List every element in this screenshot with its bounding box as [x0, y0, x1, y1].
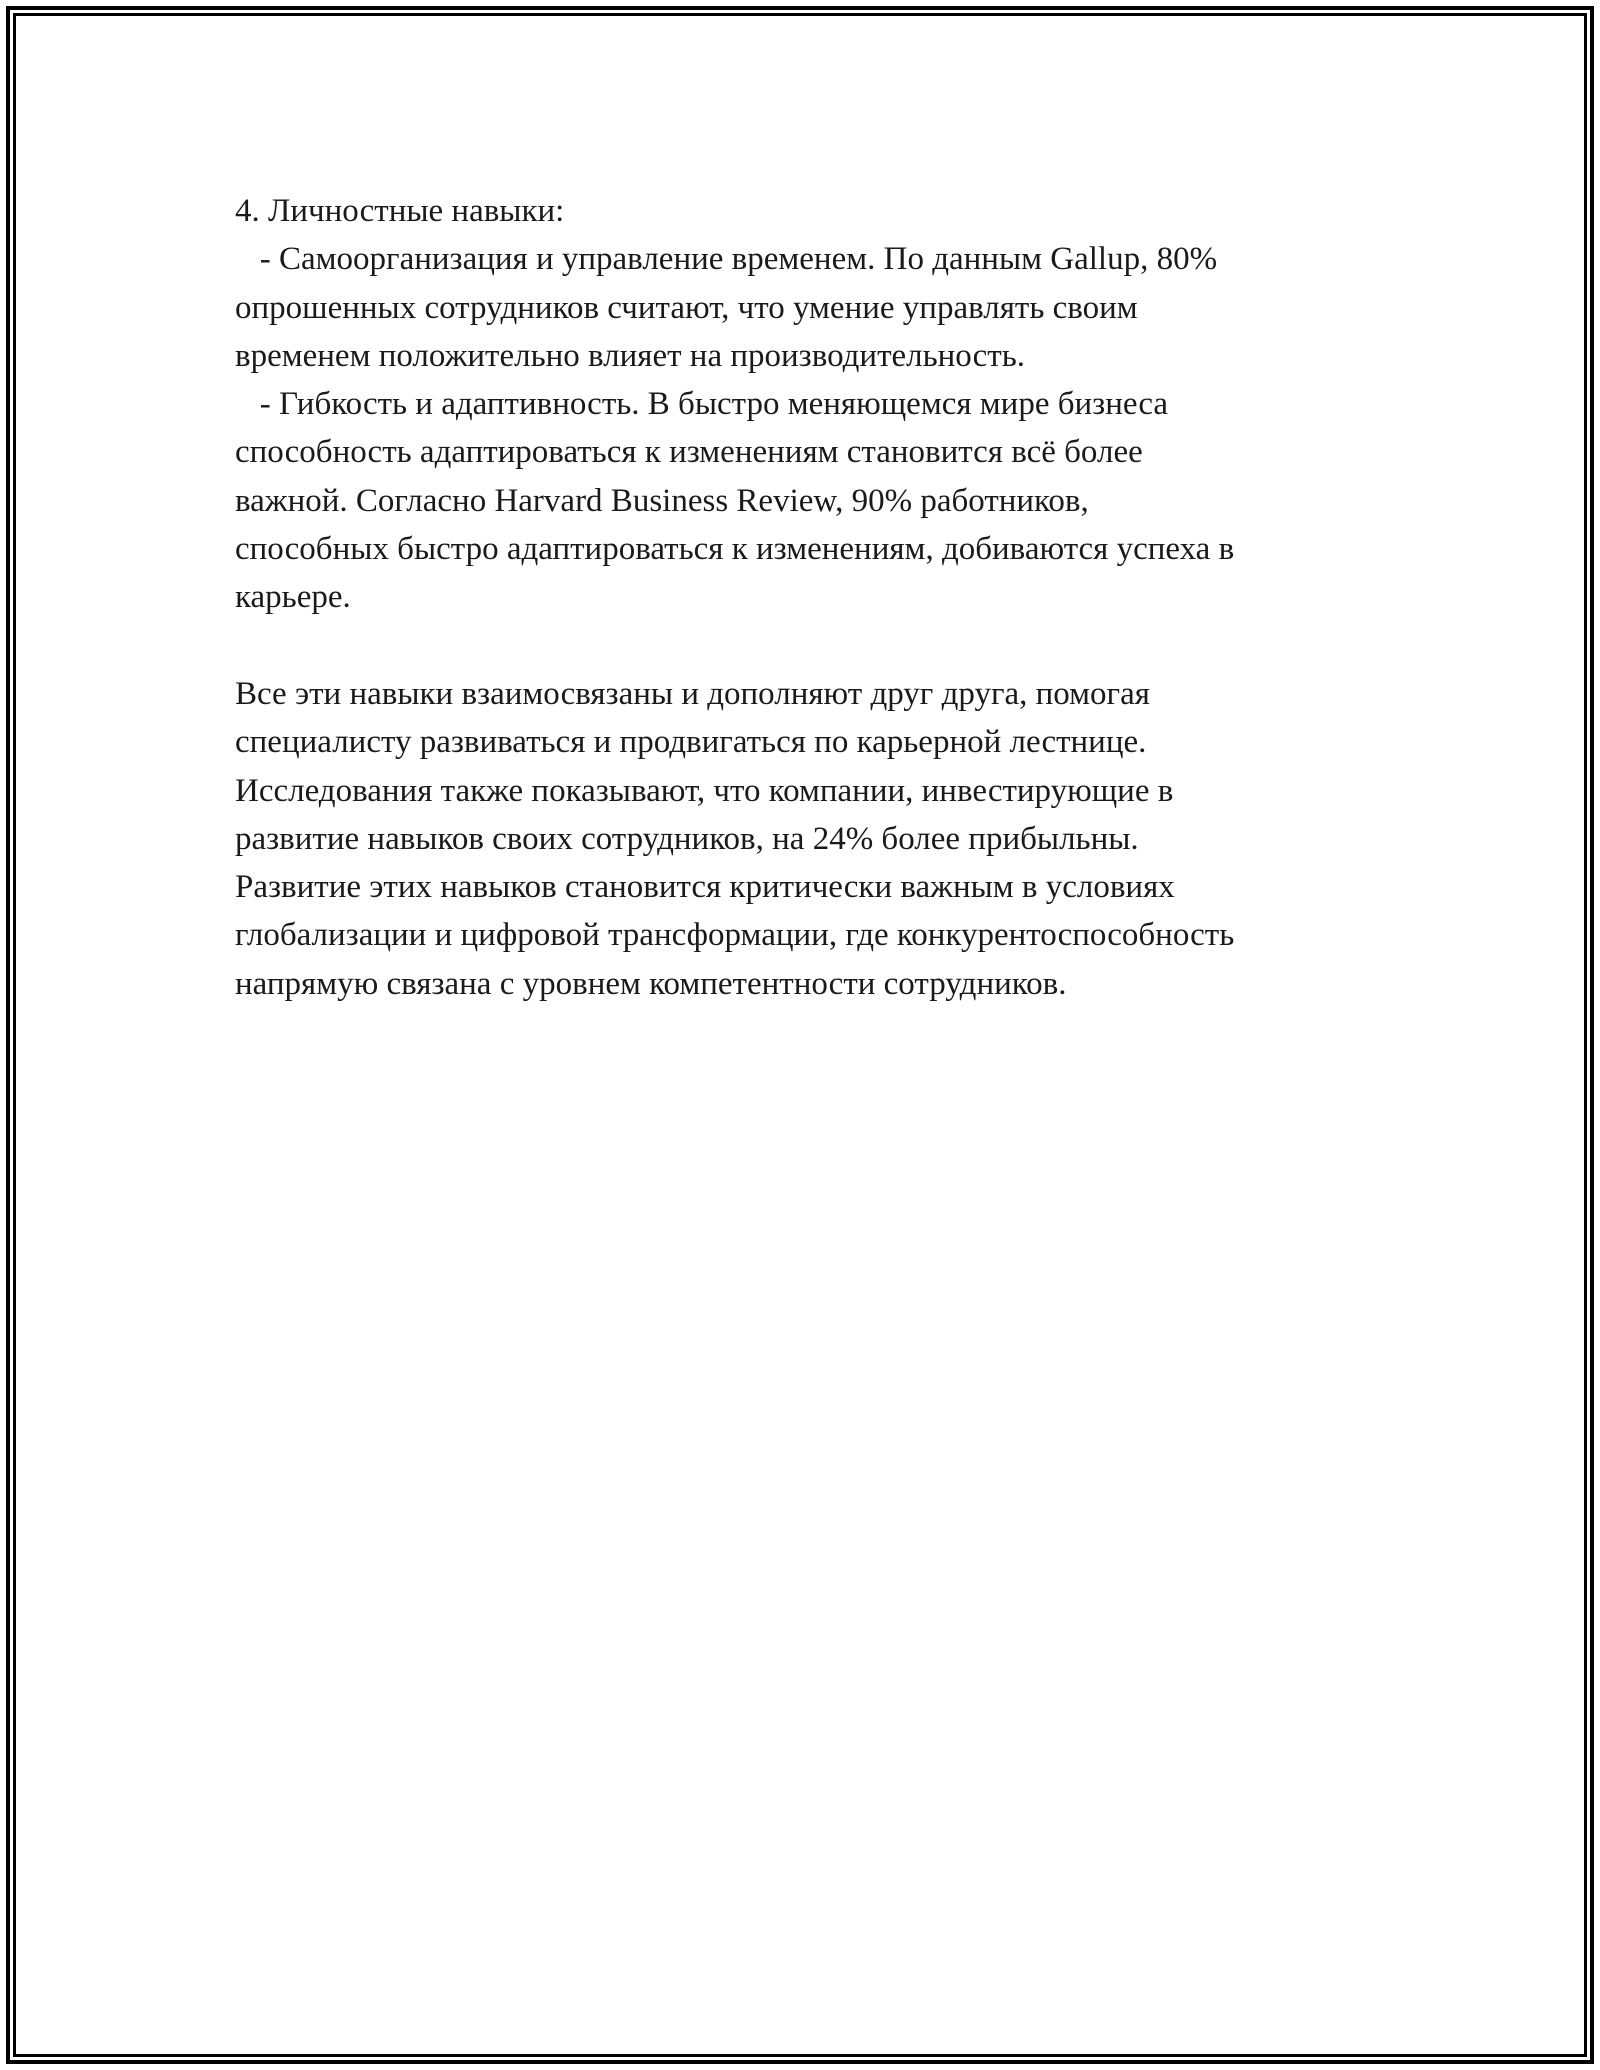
paragraph-spacer [235, 622, 1365, 670]
paragraph-line: Исследования также показывают, что компании, инвестирующие в [235, 772, 1174, 809]
bullet-line: - Гибкость и адаптивность. В быстро меняющемся мире бизнеса [235, 386, 1169, 423]
bullet-self-organization [235, 235, 1365, 380]
conclusion-paragraph [235, 670, 1365, 1008]
paragraph-line: развитие навыков своих сотрудников, на 24% более прибыльны. [235, 820, 1139, 857]
bullet-line: способность адаптироваться к изменениям становится всё более [235, 434, 1143, 471]
bullet-flexibility [235, 380, 1365, 621]
bullet-line: способных быстро адаптироваться к изменениям, добиваются успеха в [235, 531, 1235, 568]
bullet-line: карьере. [235, 579, 351, 616]
paragraph-line: Развитие этих навыков становится критически важным в условиях [235, 869, 1175, 906]
paragraph-line: Все эти навыки взаимосвязаны и дополняют друг друга, помогая [235, 675, 1150, 712]
document-body [235, 187, 1365, 1008]
bullet-line: временем положительно влияет на производительность. [235, 337, 1026, 374]
paragraph-line: напрямую связана с уровнем компетентности сотрудников. [235, 965, 1067, 1002]
section-heading: 4. Личностные навыки: [235, 193, 565, 229]
bullet-line: важной. Согласно Harvard Business Review, 90% работников, [235, 482, 1089, 519]
paragraph-line: глобализации и цифровой трансформации, где конкурентоспособность [235, 917, 1235, 954]
bullet-line: опрошенных сотрудников считают, что умение управлять своим [235, 289, 1138, 326]
bullet-line: - Самоорганизация и управление временем. По данным Gallup, 80% [235, 241, 1218, 278]
section-personal-skills [235, 187, 1365, 622]
paragraph-line: специалисту развиваться и продвигаться по карьерной лестнице. [235, 724, 1147, 761]
